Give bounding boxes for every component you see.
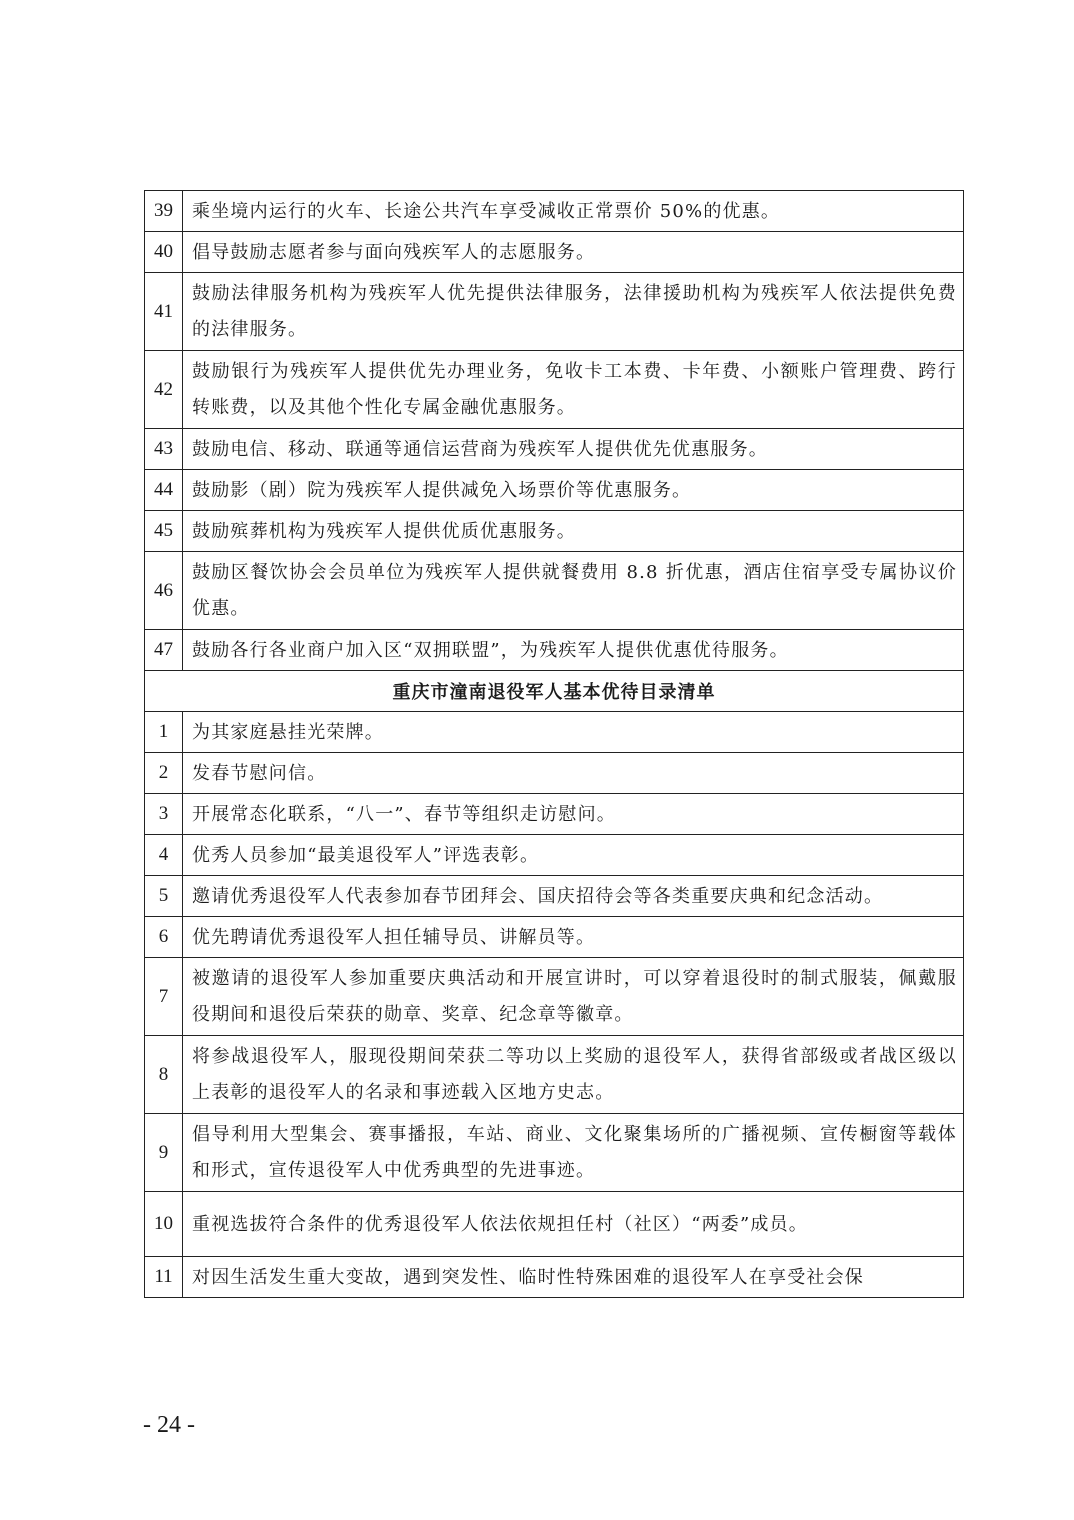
table-row [145,753,964,794]
row-text: 鼓励各行各业商户加入区“双拥联盟”，为残疾军人提供优惠优待服务。 [183,630,964,671]
table-row [145,712,964,753]
row-number: 41 [145,273,183,351]
table-row [145,232,964,273]
row-text: 对因生活发生重大变故，遇到突发性、临时性特殊困难的退役军人在享受社会保 [183,1257,964,1298]
row-number: 10 [145,1192,183,1257]
row-text: 鼓励银行为残疾军人提供优先办理业务，免收卡工本费、卡年费、小额账户管理费、跨行转账费，以及其他个性化专属金融优惠服务。 [183,351,964,429]
row-text: 发春节慰问信。 [183,753,964,794]
row-text: 鼓励法律服务机构为残疾军人优先提供法律服务，法律援助机构为残疾军人依法提供免费的法律服务。 [183,273,964,351]
section-title: 重庆市潼南退役军人基本优待目录清单 [145,671,964,712]
table-row [145,958,964,1036]
row-text: 鼓励影（剧）院为残疾军人提供减免入场票价等优惠服务。 [183,470,964,511]
row-text: 邀请优秀退役军人代表参加春节团拜会、国庆招待会等各类重要庆典和纪念活动。 [183,876,964,917]
row-number: 11 [145,1257,183,1298]
row-text: 乘坐境内运行的火车、长途公共汽车享受减收正常票价 50%的优惠。 [183,191,964,232]
row-number: 4 [145,835,183,876]
row-text: 鼓励电信、移动、联通等通信运营商为残疾军人提供优先优惠服务。 [183,429,964,470]
table-row [145,630,964,671]
row-number: 5 [145,876,183,917]
table-row [145,876,964,917]
page-number: - 24 - [143,1412,195,1438]
table-row [145,917,964,958]
table-row [145,1114,964,1192]
row-text: 为其家庭悬挂光荣牌。 [183,712,964,753]
table-row [145,470,964,511]
table-row [145,191,964,232]
table-row [145,1192,964,1257]
row-number: 45 [145,511,183,552]
row-text: 鼓励区餐饮协会会员单位为残疾军人提供就餐费用 8.8 折优惠，酒店住宿享受专属协议价优惠。 [183,552,964,630]
row-number: 43 [145,429,183,470]
table-row [145,429,964,470]
table-row [145,511,964,552]
row-number: 3 [145,794,183,835]
row-number: 6 [145,917,183,958]
row-number: 47 [145,630,183,671]
section-header-row [145,671,964,712]
row-text: 倡导鼓励志愿者参与面向残疾军人的志愿服务。 [183,232,964,273]
row-text: 倡导利用大型集会、赛事播报，车站、商业、文化聚集场所的广播视频、宣传橱窗等载体和形式，宣传退役军人中优秀典型的先进事迹。 [183,1114,964,1192]
table-row [145,552,964,630]
row-text: 将参战退役军人，服现役期间荣获二等功以上奖励的退役军人，获得省部级或者战区级以上表彰的退役军人的名录和事迹载入区地方史志。 [183,1036,964,1114]
row-number: 39 [145,191,183,232]
row-text: 鼓励殡葬机构为残疾军人提供优质优惠服务。 [183,511,964,552]
table-row [145,835,964,876]
table-row [145,1036,964,1114]
table-row [145,273,964,351]
row-number: 44 [145,470,183,511]
row-text: 重视选拔符合条件的优秀退役军人依法依规担任村（社区）“两委”成员。 [183,1192,964,1257]
row-number: 9 [145,1114,183,1192]
row-text: 被邀请的退役军人参加重要庆典活动和开展宣讲时，可以穿着退役时的制式服装，佩戴服役期间和退役后荣获的勋章、奖章、纪念章等徽章。 [183,958,964,1036]
row-number: 7 [145,958,183,1036]
benefits-table [144,190,964,1298]
row-number: 1 [145,712,183,753]
row-text: 优先聘请优秀退役军人担任辅导员、讲解员等。 [183,917,964,958]
row-text: 开展常态化联系，“八一”、春节等组织走访慰问。 [183,794,964,835]
row-number: 42 [145,351,183,429]
table-row [145,794,964,835]
row-text: 优秀人员参加“最美退役军人”评选表彰。 [183,835,964,876]
row-number: 8 [145,1036,183,1114]
row-number: 2 [145,753,183,794]
table-row [145,351,964,429]
table-row [145,1257,964,1298]
row-number: 40 [145,232,183,273]
row-number: 46 [145,552,183,630]
